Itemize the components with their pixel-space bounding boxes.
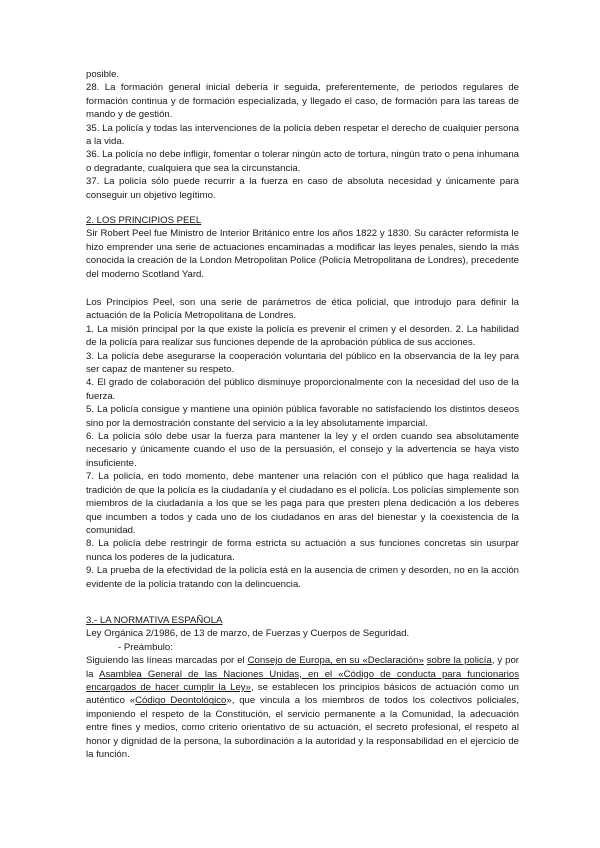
section-heading: 3.- LA NORMATIVA ESPAÑOLA — [86, 615, 223, 626]
deontological-code-link[interactable]: Código Deontológico — [135, 695, 227, 707]
list-item: 9. La prueba de la efectividad de la policía está en la ausencia de crimen y desorden, no en la acción evidente de la policía tratando con la delincuencia. — [86, 565, 519, 590]
list-item: 7. La policía, en todo momento, debe mantener una relación con el público que haga realidad la tradición de que la policía es la ciudadanía y el ciudadano es el policía. Los policías simplemente son miembros de la ciudadanía a los que se les paga para que presten plena dedicación a los deberes que incumben a todos y cada uno de los ciudadanos en aras del bienestar y la coexistencia de la comunidad. — [86, 471, 519, 536]
text-run: », que vincula a los miembros de todos los colectivos policiales, imponiendo el respeto de la Constitución, el servicio permanente a la Comunidad, la adecuación entre fines y medios, como criterio orientativo de su actuación, el secreto profesional, el respeto al honor y dignidad de la persona, la subordinación a la autoridad y la responsabilidad en el ejercicio de la función. — [86, 695, 519, 761]
list-item: 4. El grado de colaboración del público disminuye proporcionalmente con la necesidad del uso de la fuerza. — [86, 377, 519, 402]
preamble-bullet: - Preámbulo: — [118, 641, 173, 653]
text-run: , se establecen los principios básicos de actuación como un auténtico « — [86, 682, 519, 707]
law-title: Ley Orgánica 2/1986, de 13 de marzo, de Fuerzas y Cuerpos de Seguridad. — [86, 628, 410, 640]
paragraph: Los Principios Peel, son una serie de parámetros de ética policial, que introdujo para definir la actuación de la Policía Metropolitana de Londres. — [86, 297, 519, 322]
section-heading: 2. LOS PRINCIPIOS PEEL — [86, 215, 202, 226]
list-item: 3. La policía debe asegurarse la cooperación voluntaria del público en la observancia de la ley para ser capaz de mantener su respeto. — [86, 350, 519, 376]
text-run: , y por la — [86, 655, 519, 680]
spanish-regulation-section — [86, 614, 519, 761]
paragraph: Sir Robert Peel fue Ministro de Interior Británico entre los años 1822 y 1830. Su carácter reformista le hizo emprender una serie de actuaciones encaminadas a modificar las leyes penales, siendo la más conocida la creación de la London Metropolitan Police (Policía Metropolitana de Londres), precedente del moderno Scotland Yard. — [86, 228, 519, 280]
paragraph: 36. La policía no debe infligir, fomentar o tolerar ningún acto de tortura, ningún trato o pena inhumana o degradante, cualquiera que sea la circunstancia. — [86, 149, 519, 174]
peel-principles-section — [86, 214, 519, 281]
police-declaration-link[interactable]: sobre la policía — [426, 655, 492, 667]
council-europe-principles-block — [86, 68, 519, 202]
list-item: 6. La policía sólo debe usar la fuerza para mantener la ley y el orden cuando sea absolutamente necesario y únicamente cuando el uso de la persuasión, el consejo y la advertencia se haya visto insuficiente. — [86, 431, 519, 469]
preamble-paragraph — [86, 654, 519, 761]
paragraph: 37. La policía sólo puede recurrir a la fuerza en caso de absoluta necesidad y únicamente para conseguir un objetivo legítimo. — [86, 176, 519, 201]
council-europe-link[interactable]: Consejo de Europa, en su «Declaración» — [247, 655, 424, 667]
paragraph: 35. La policía y todas las intervenciones de la policía deben respetar el derecho de cualquier persona a la vida. — [86, 122, 519, 148]
peel-principles-list — [86, 296, 519, 591]
list-item: 8. La policía debe restringir de forma estricta su actuación a sus funciones concretas sin usurpar nunca los poderes de la judicatura. — [86, 538, 519, 563]
paragraph: 28. La formación general inicial debería ir seguida, preferentemente, de periodos regulares de formación continua y de formación especializada, y llegado el caso, de formación para las tareas de mando y de gestión. — [86, 82, 519, 121]
text-run: Siguiendo las líneas marcadas por el — [86, 655, 248, 667]
un-code-link[interactable]: Asamblea General de las Naciones Unidas, en el «Código de conducta para funcionarios encargados de hacer cumplir la Ley» — [86, 668, 519, 694]
list-item: 1. La misión principal por la que existe la policía es prevenir el crimen y el desorden. 2. La habilidad de la policía para realizar sus funciones depende de la aprobación pública de sus acciones. — [86, 323, 519, 349]
paragraph: posible. — [86, 69, 120, 80]
list-item: 5. La policía consigue y mantiene una opinión pública favorable no satisfaciendo los distintos deseos sino por la demostración constante del servicio a la ley absolutamente imparcial. — [86, 404, 519, 429]
